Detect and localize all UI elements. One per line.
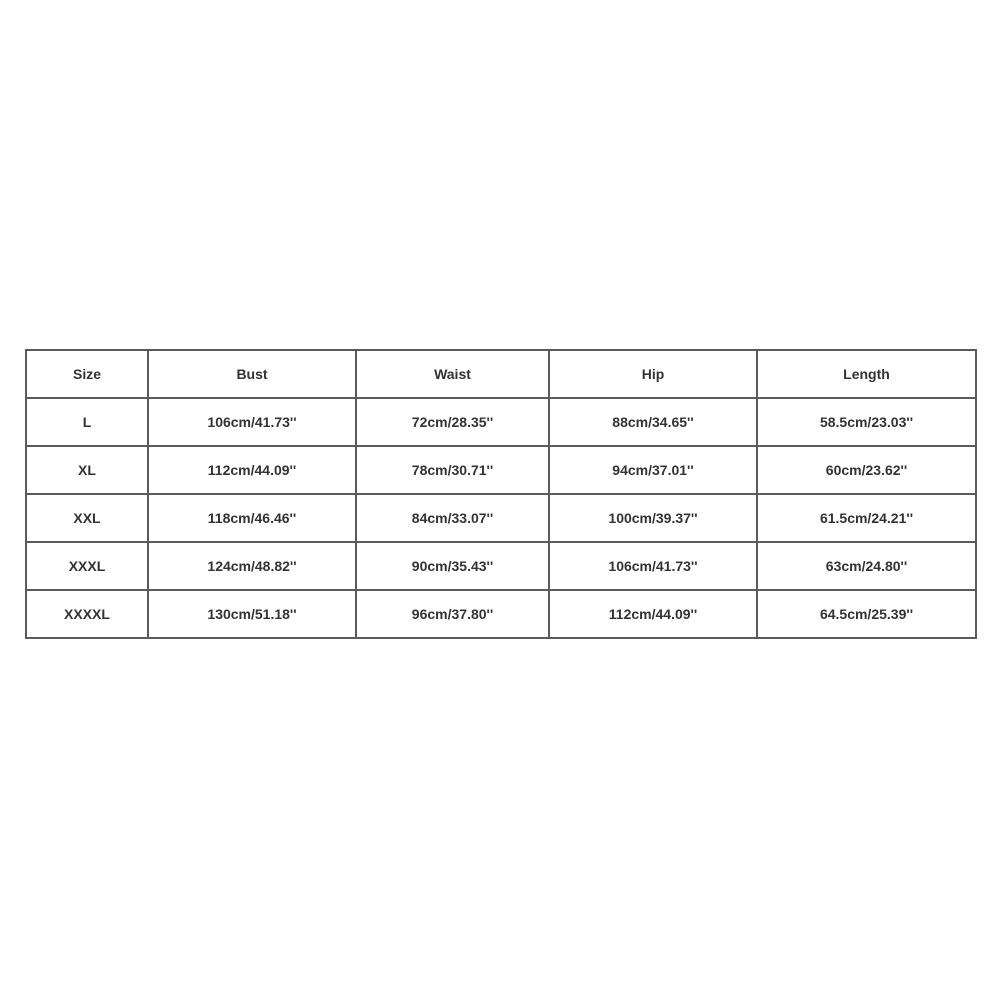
- table-row: [26, 590, 976, 638]
- cell-waist: 90cm/35.43'': [356, 542, 549, 590]
- cell-waist: 84cm/33.07'': [356, 494, 549, 542]
- table-row: [26, 446, 976, 494]
- cell-waist: 72cm/28.35'': [356, 398, 549, 446]
- cell-size: XXL: [26, 494, 148, 542]
- cell-bust: 106cm/41.73'': [148, 398, 356, 446]
- cell-length: 64.5cm/25.39'': [757, 590, 976, 638]
- cell-hip: 100cm/39.37'': [549, 494, 757, 542]
- cell-bust: 124cm/48.82'': [148, 542, 356, 590]
- cell-length: 60cm/23.62'': [757, 446, 976, 494]
- cell-size: XXXXL: [26, 590, 148, 638]
- cell-bust: 112cm/44.09'': [148, 446, 356, 494]
- header-hip: Hip: [549, 350, 757, 398]
- table-row: [26, 398, 976, 446]
- cell-hip: 94cm/37.01'': [549, 446, 757, 494]
- cell-hip: 112cm/44.09'': [549, 590, 757, 638]
- table-row: [26, 494, 976, 542]
- header-size: Size: [26, 350, 148, 398]
- cell-waist: 78cm/30.71'': [356, 446, 549, 494]
- cell-hip: 88cm/34.65'': [549, 398, 757, 446]
- cell-bust: 130cm/51.18'': [148, 590, 356, 638]
- size-chart-table: [25, 349, 977, 639]
- header-row: [26, 350, 976, 398]
- header-length: Length: [757, 350, 976, 398]
- cell-hip: 106cm/41.73'': [549, 542, 757, 590]
- cell-bust: 118cm/46.46'': [148, 494, 356, 542]
- cell-size: XL: [26, 446, 148, 494]
- cell-size: L: [26, 398, 148, 446]
- header-bust: Bust: [148, 350, 356, 398]
- cell-length: 58.5cm/23.03'': [757, 398, 976, 446]
- cell-waist: 96cm/37.80'': [356, 590, 549, 638]
- cell-length: 63cm/24.80'': [757, 542, 976, 590]
- header-waist: Waist: [356, 350, 549, 398]
- cell-size: XXXL: [26, 542, 148, 590]
- table-row: [26, 542, 976, 590]
- cell-length: 61.5cm/24.21'': [757, 494, 976, 542]
